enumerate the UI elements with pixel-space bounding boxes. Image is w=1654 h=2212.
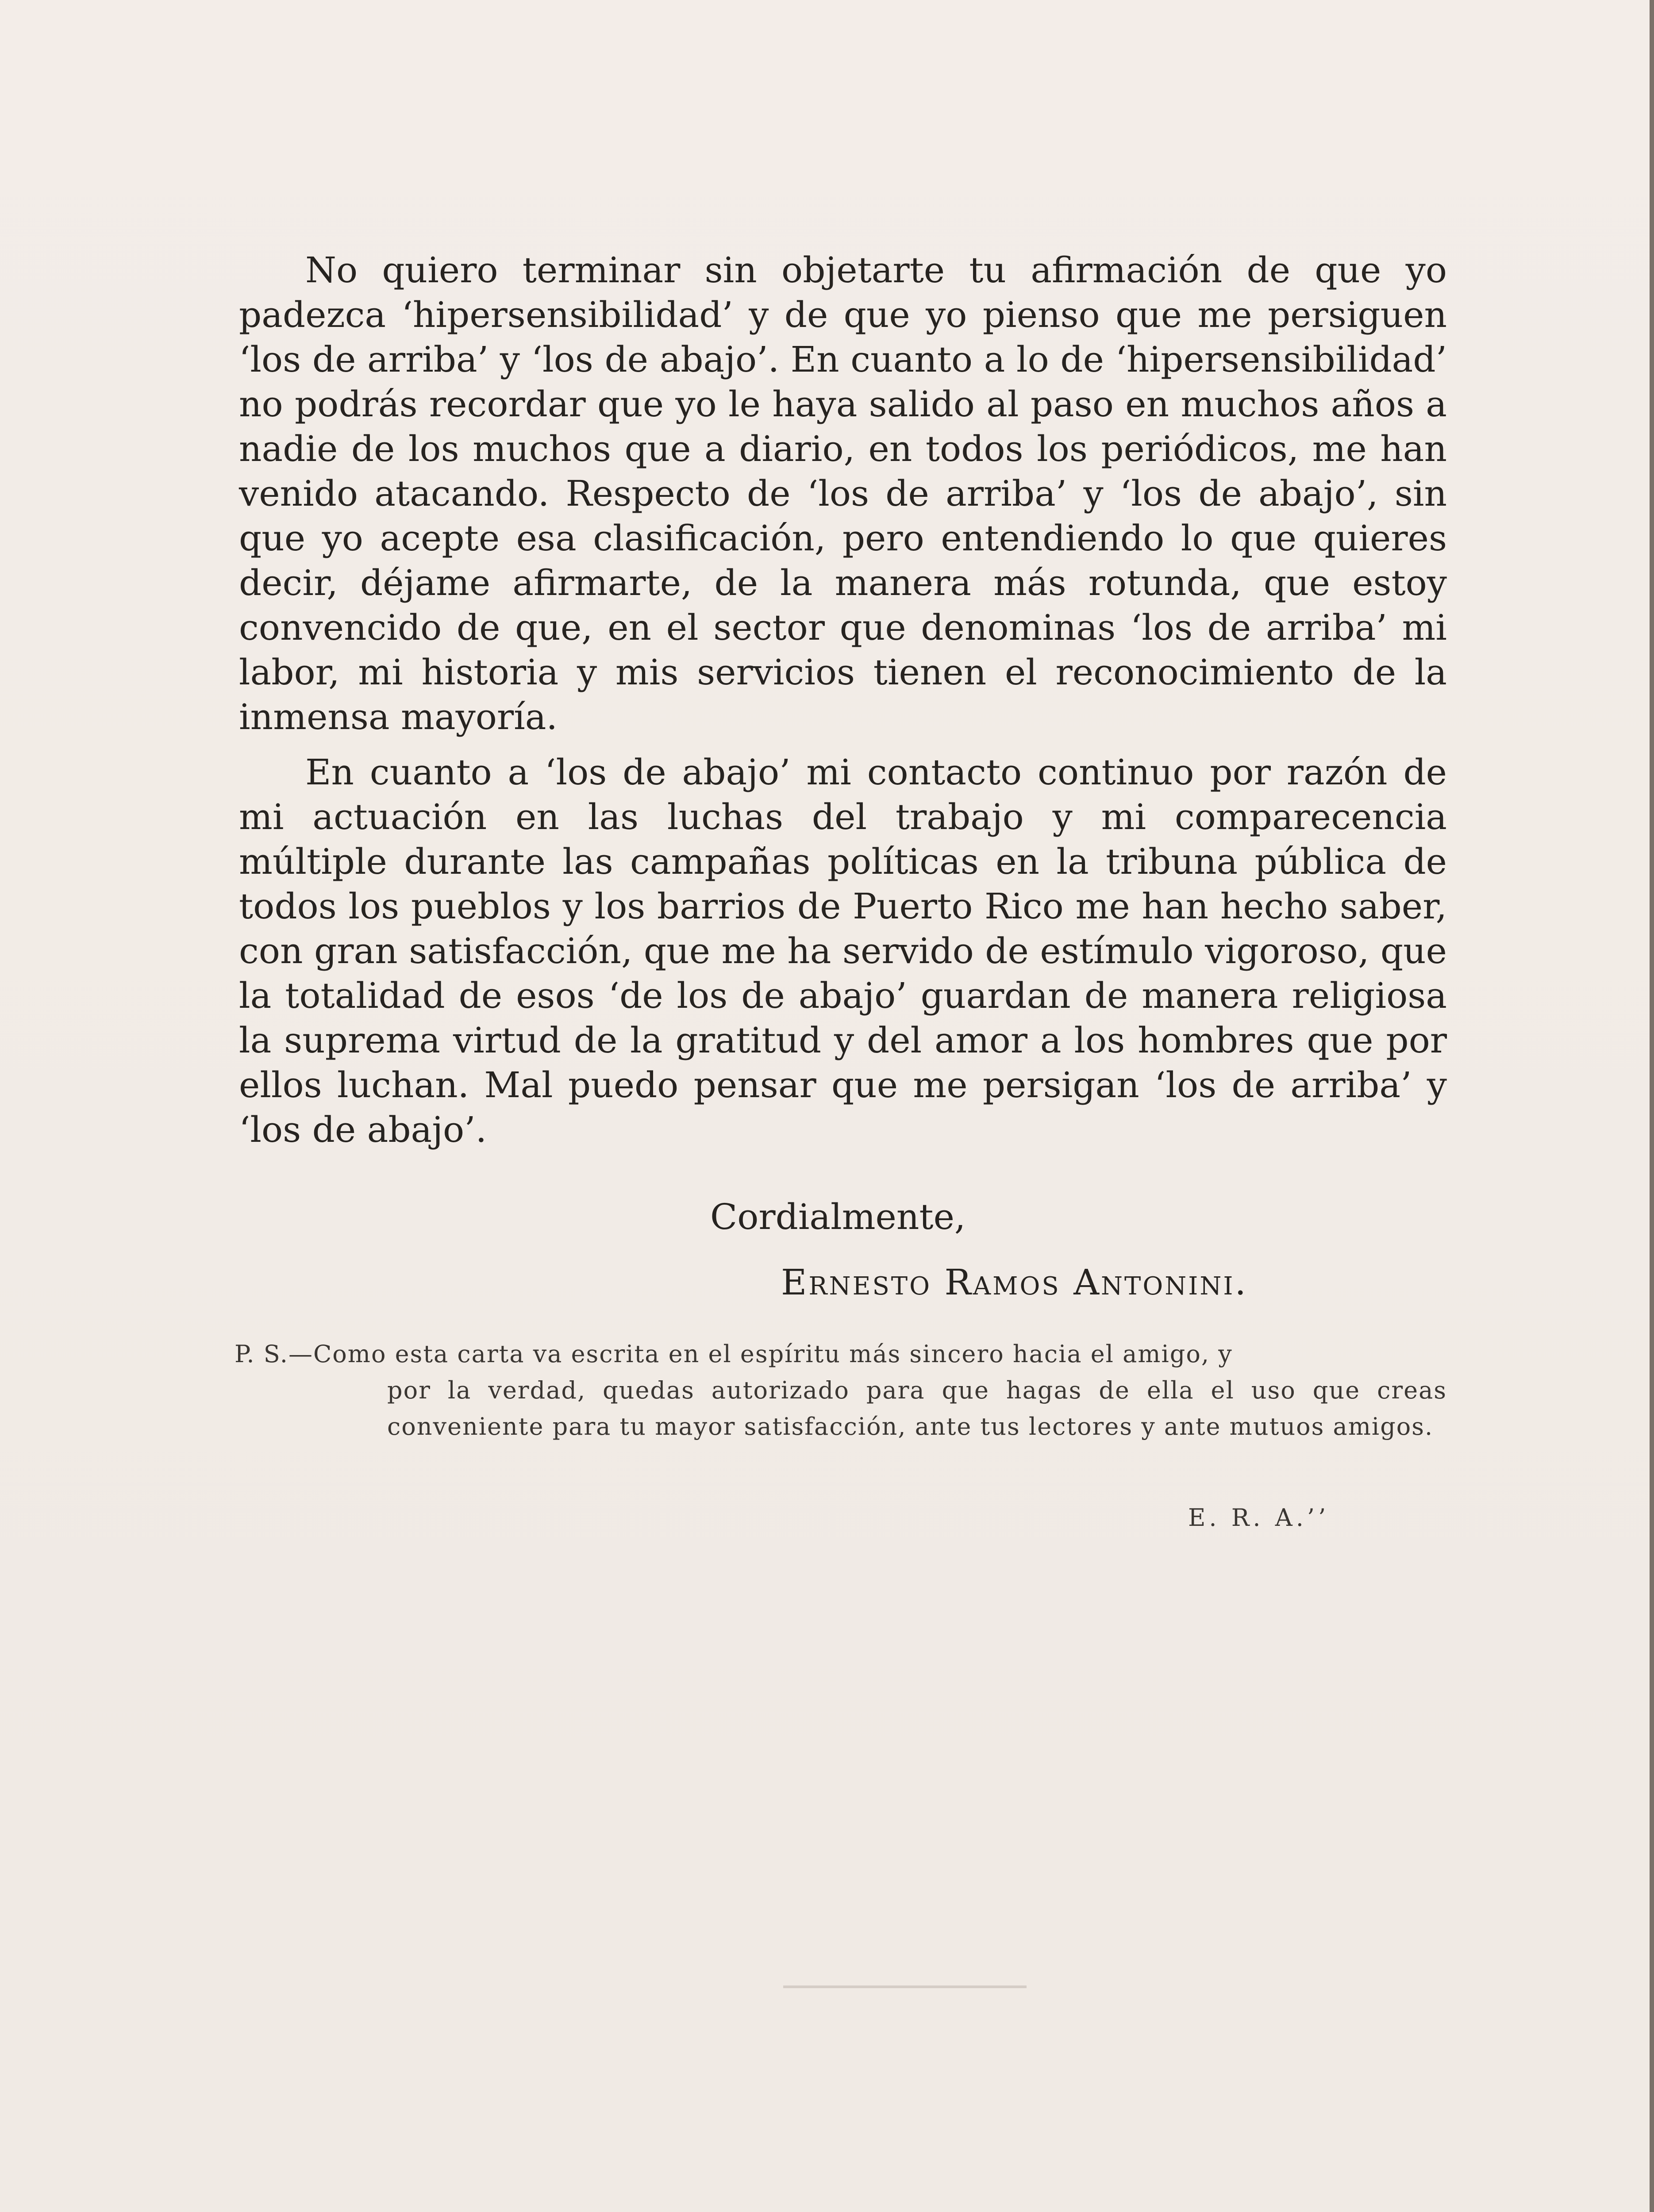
postscript-body: por la verdad, quedas autorizado para que hagas de ella el uso que creas conveniente para tu mayor satisfacción, ante tus lectores y ante mutuos amigos. bbox=[387, 1376, 1447, 1440]
page-edge-right bbox=[1650, 0, 1654, 2212]
body-paragraph-2: En cuanto a ‘los de abajo’ mi contacto continuo por razón de mi actuación en las luchas del trabajo y mi comparecencia múltiple durante las campañas políticas en la tribuna pública de todos los pueblos y los barrios de Puerto Rico me han hecho saber, con gran satisfacción, que me ha servido de estímulo vigoroso, que la totalidad de esos ‘de los de abajo’ guardan de manera religiosa la suprema virtud de la gratitud y del amor a los hombres que por ellos luchan. Mal puedo pensar que me persigan ‘los de arriba’ y ‘los de abajo’. bbox=[239, 752, 1447, 1150]
closing-salutation: Cordialmente, bbox=[710, 1196, 966, 1237]
letter-body bbox=[239, 248, 1447, 1152]
divider-rule bbox=[783, 1985, 1027, 1988]
postscript bbox=[235, 1336, 1447, 1445]
body-paragraph-1: No quiero terminar sin objetarte tu afirmación de que yo padezca ‘hipersensibilidad’ y de que yo pienso que me persiguen ‘los de arriba’ y ‘los de abajo’. En cuanto a lo de ‘hipersensibilidad’ no podrás recordar que yo le haya salido al paso en muchos años a nadie de los muchos que a diario, en todos los periódicos, me han venido atacando. Respecto de ‘los de arriba’ y ‘los de abajo’, sin que yo acepte esa clasificación, pero entendiendo lo que quieres decir, déjame afirmarte, de la manera más rotunda, que estoy convencido de que, en el sector que denominas ‘los de arriba’ mi labor, mi historia y mis servicios tienen el reconocimiento de la inmensa mayoría. bbox=[239, 250, 1447, 737]
postscript-first-line: P. S.—Como esta carta va escrita en el espíritu más sincero hacia el amigo, y bbox=[235, 1340, 1233, 1368]
postscript-initials: E. R. A.’’ bbox=[1188, 1504, 1330, 1532]
signature: Ernesto Ramos Antonini. bbox=[781, 1262, 1248, 1303]
